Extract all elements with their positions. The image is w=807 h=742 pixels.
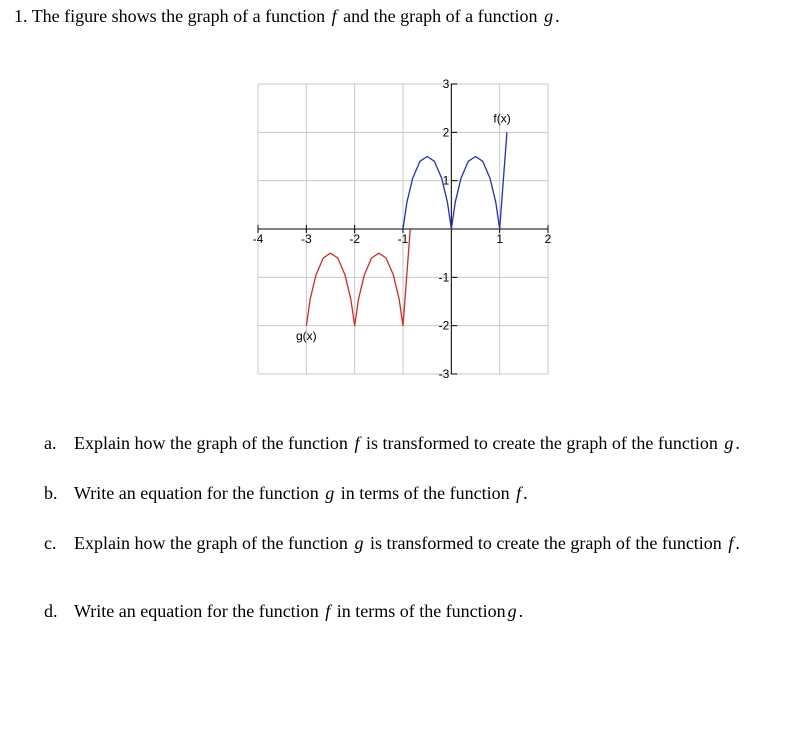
question-variable: g	[507, 601, 517, 621]
question-variable: f	[728, 533, 734, 553]
question-letter: c.	[44, 533, 57, 553]
question-text-part: Explain how the graph of the function	[74, 533, 348, 553]
y-tick-label: -1	[438, 270, 450, 285]
x-tick-label: -2	[349, 232, 361, 246]
y-tick-label: -2	[438, 318, 450, 333]
question-variable: g	[325, 483, 335, 503]
question-letter: a.	[44, 433, 57, 453]
question-variable: f	[325, 601, 331, 621]
f-label: f(x)	[493, 111, 511, 126]
x-tick-label: 2	[544, 232, 552, 246]
x-tick-label: -1	[397, 232, 409, 246]
y-tick-label: 3	[442, 77, 450, 91]
x-tick-label: 1	[496, 232, 504, 246]
y-tick-label: 1	[442, 173, 450, 188]
question-variable: g	[354, 533, 364, 553]
question-text-part: is transformed to create the graph of the function	[365, 433, 718, 453]
y-tick-label: -3	[438, 367, 450, 381]
question-letter: b.	[44, 483, 58, 503]
question-variable: f	[354, 433, 360, 453]
question-text-part: is transformed to create the graph of the function	[369, 533, 722, 553]
question-a	[44, 430, 764, 457]
question-letter: d.	[44, 601, 58, 621]
problem-number: 1.	[14, 6, 28, 26]
question-text	[74, 430, 764, 457]
question-text-part: Write an equation for the function	[74, 601, 319, 621]
question-period: .	[735, 533, 740, 553]
question-text	[74, 598, 764, 625]
question-variable: f	[516, 483, 522, 503]
intro-var-g: g	[544, 6, 554, 26]
question-text-part: in terms of the function	[340, 483, 510, 503]
question-c	[44, 530, 764, 557]
question-text-part: Write an equation for the function	[74, 483, 319, 503]
question-variable: g	[724, 433, 734, 453]
problem-intro	[14, 4, 560, 28]
x-tick-label: -3	[300, 232, 312, 246]
question-text-part: in terms of the function	[336, 601, 506, 621]
intro-period: .	[555, 6, 560, 26]
question-d	[44, 598, 764, 625]
question-list	[44, 430, 764, 625]
g-label: g(x)	[295, 329, 317, 344]
x-tick-label: -4	[252, 232, 264, 246]
question-text-part: Explain how the graph of the function	[74, 433, 348, 453]
question-period: .	[523, 483, 528, 503]
question-b	[44, 480, 764, 507]
intro-text-1: The figure shows the graph of a function	[31, 6, 326, 26]
y-tick-label: 2	[442, 125, 450, 140]
intro-text-2: and the graph of a function	[343, 6, 538, 26]
function-graph	[240, 72, 570, 392]
graph-svg	[240, 72, 570, 392]
question-text	[74, 480, 764, 507]
question-period: .	[518, 601, 524, 621]
question-text	[74, 530, 764, 557]
intro-var-f: f	[331, 6, 337, 26]
question-period: .	[735, 433, 740, 453]
